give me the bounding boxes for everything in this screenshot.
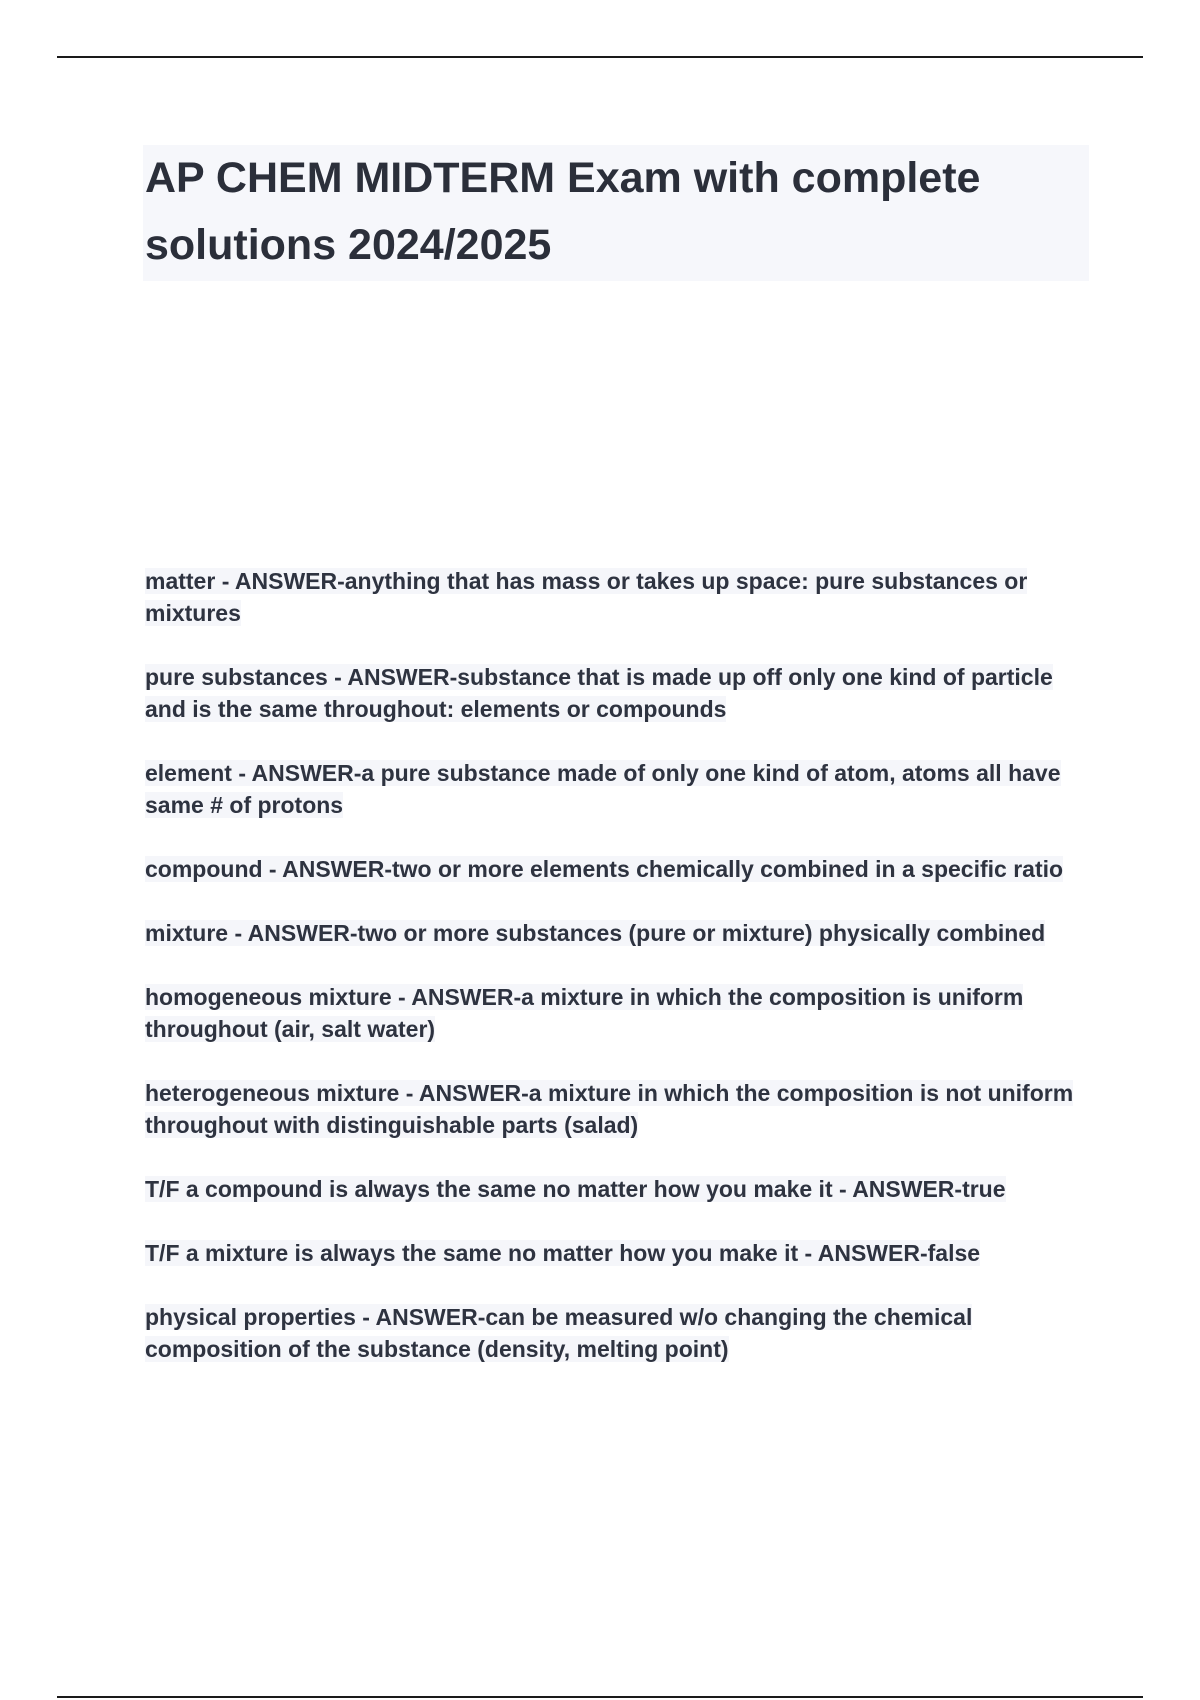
title-block	[143, 145, 1089, 281]
qa-entry	[145, 1173, 1085, 1205]
qa-entry	[145, 565, 1085, 629]
qa-entry-text: mixture - ANSWER-two or more substances (pure or mixture) physically combined	[145, 920, 1046, 946]
qa-entry-text: matter - ANSWER-anything that has mass or takes up space: pure substances or mixtures	[145, 568, 1028, 626]
page-title: AP CHEM MIDTERM Exam with complete solutions 2024/2025	[145, 154, 981, 269]
qa-entry	[145, 917, 1085, 949]
qa-entry-text: element - ANSWER-a pure substance made of only one kind of atom, atoms all have same # of protons	[145, 760, 1061, 818]
qa-entry-text: T/F a compound is always the same no matter how you make it - ANSWER-true	[145, 1176, 1006, 1202]
qa-entry-text: homogeneous mixture - ANSWER-a mixture in which the composition is uniform throughout (air, salt water)	[145, 984, 1024, 1042]
qa-entry	[145, 661, 1085, 725]
qa-entry-text: compound - ANSWER-two or more elements chemically combined in a specific ratio	[145, 856, 1064, 882]
top-rule	[57, 56, 1143, 58]
qa-entry-text: heterogeneous mixture - ANSWER-a mixture in which the composition is not uniform throughout with distinguishable parts (salad)	[145, 1080, 1074, 1138]
bottom-rule	[57, 1696, 1143, 1698]
qa-entry	[145, 1301, 1085, 1365]
qa-entry	[145, 1237, 1085, 1269]
qa-entry	[145, 1077, 1085, 1141]
qa-entry-text: pure substances - ANSWER-substance that is made up off only one kind of particle and is the same throughout: elements or compounds	[145, 664, 1053, 722]
qa-entry	[145, 981, 1085, 1045]
qa-entry-text: physical properties - ANSWER-can be measured w/o changing the chemical composition of the substance (density, melting point)	[145, 1304, 973, 1362]
qa-entry	[145, 757, 1085, 821]
qa-list	[145, 565, 1085, 1397]
qa-entry-text: T/F a mixture is always the same no matter how you make it - ANSWER-false	[145, 1240, 981, 1266]
qa-entry	[145, 853, 1085, 885]
